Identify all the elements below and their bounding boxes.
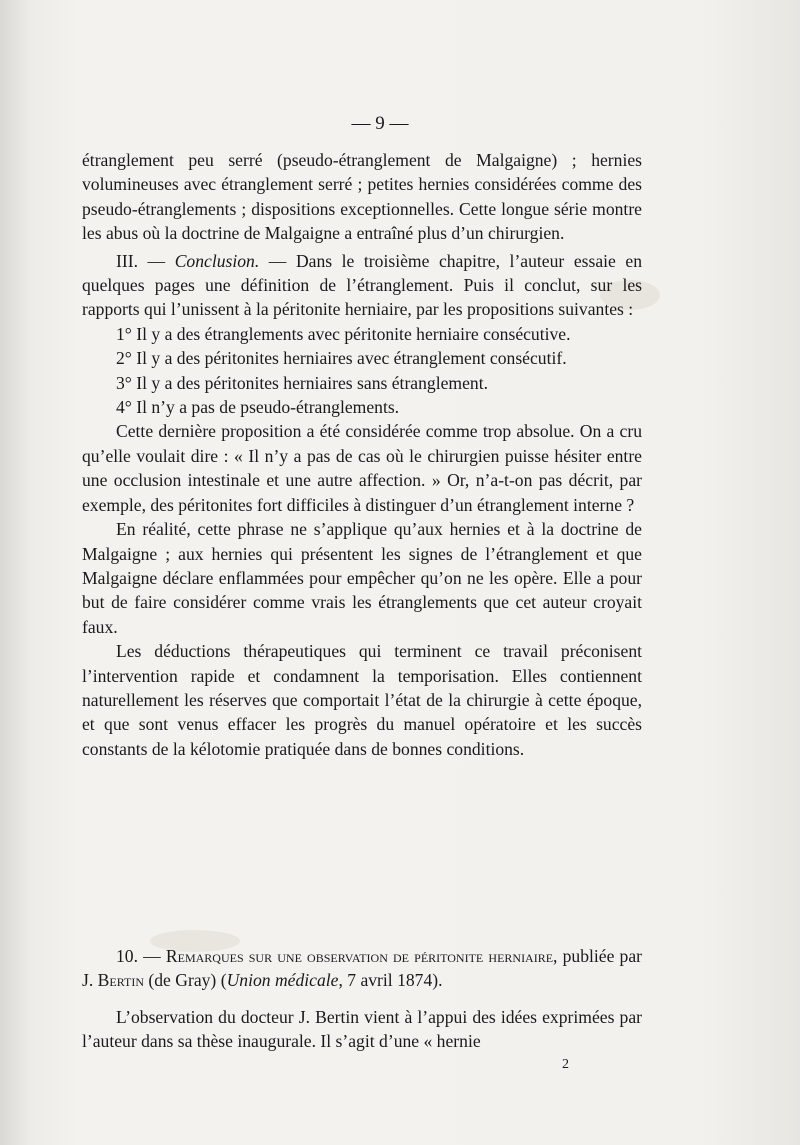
section-title: Conclusion.: [174, 250, 260, 271]
page-number: — 9 —: [351, 113, 409, 134]
main-text: [82, 148, 642, 761]
entry-publication: publiée par J.: [82, 946, 642, 991]
entry-publication: (de Gray) (: [144, 970, 227, 991]
paragraph: Les déductions thérapeutiques qui terminent ce travail préconisent l’intervention rapide et condamnent la temporisation. Elles contiennent naturellement les réserves que comportait l’état de la chirurgie à cette époque, et que sont venus effacer les progrès du manuel opératoire et les succès constants de la kélotomie pratiquée dans de bonnes conditions.: [82, 641, 642, 759]
proposition-item: 4° Il n’y a pas de pseudo-étranglements.: [116, 397, 400, 418]
entry-title: Remarques sur une observation de péritonite herniaire,: [165, 946, 558, 966]
paragraph: L’observation du docteur J. Bertin vient à l’appui des idées exprimées par l’auteur dans sa thèse inaugurale. Il s’agit d’une « hernie: [82, 1006, 642, 1052]
paragraph-text: — Dans le troisième chapitre, l’auteur essaie en quelques pages une définition de l’étranglement. Puis il conclut, sur les rapports qui l’unissent à la péritonite herniaire, par les propositions suivantes :: [82, 250, 642, 320]
entry-journal: Union médicale: [226, 970, 339, 991]
paragraph: Cette dernière proposition a été considérée comme trop absolue. On a cru qu’elle voulait dire : « Il n’y a pas de cas où le chirurgien puisse hésiter entre une occlusion intestinale et une autre affection. » Or, n’a-t-on pas décrit, par exemple, des péritonites fort difficiles à distinguer d’un étranglement interne ?: [82, 421, 642, 515]
proposition-item: 2° Il y a des péritonites herniaires avec étranglement consécutif.: [116, 348, 567, 369]
entry-heading: [82, 944, 642, 993]
paragraph: étranglement peu serré (pseudo-étranglement de Malgaigne) ; hernies volumineuses avec étranglement serré ; petites hernies considérées comme des pseudo-étranglements ; dispositions exceptionnelles. Cette longue série montre les abus où la doctrine de Malgaigne a entraîné plus d’un chirurgien.: [82, 150, 642, 244]
entry-date: , 7 avril 1874).: [338, 970, 443, 991]
section-number: III. —: [116, 250, 175, 271]
entry-author: Bertin: [97, 970, 144, 991]
entry-number: 10. —: [116, 946, 166, 966]
bibliography-entry: [82, 944, 642, 1054]
paragraph-conclusion: [82, 249, 642, 322]
paragraph: En réalité, cette phrase ne s’applique qu’aux hernies et à la doctrine de Malgaigne ; aux hernies qui présentent les signes de l’étranglement et que Malgaigne déclare enflammées pour empêcher qu’on ne les opère. Elle a pour but de faire considérer comme vrais les étranglements que cet auteur croyait faux.: [82, 519, 642, 637]
proposition-item: 1° Il y a des étranglements avec péritonite herniaire consécutive.: [116, 323, 571, 344]
proposition-item: 3° Il y a des péritonites herniaires sans étranglement.: [116, 372, 488, 393]
signature-mark: 2: [562, 1057, 569, 1072]
